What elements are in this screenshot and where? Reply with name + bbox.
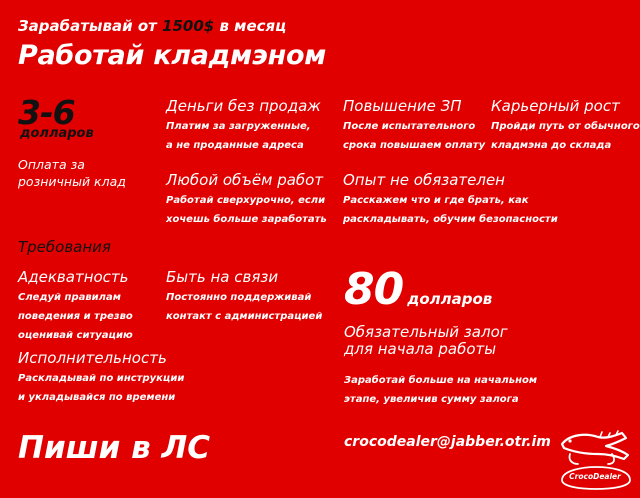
contact-jabber[interactable]: crocodealer@jabber.otr.im [344,434,551,450]
logo-text: CrocoDealer [569,472,621,481]
deposit-note-line2: этапе, увеличив сумму залога [344,394,519,405]
brand-logo [556,424,634,492]
requirement-title: Быть на связи [166,268,279,286]
feature-title: Опыт не обязателен [343,171,505,189]
subtitle-pre: Зарабатывай от [18,17,163,35]
requirement-title: Адекватность [18,268,129,286]
deposit-unit: долларов [407,290,493,308]
feature-text-line1: Пройди путь от обычного [491,121,640,132]
requirement-diligence [18,349,184,407]
feature-salary-raise [343,97,485,155]
feature-text-line2: а не проданные адреса [166,140,304,151]
page-title: Работай кладмэном [18,40,326,71]
feature-no-sales [166,97,321,155]
requirement-text-line1: Раскладывай по инструкции [18,373,185,384]
requirement-adequacy [18,268,133,345]
deposit-block [344,264,493,315]
requirement-text-line2: контакт с администрацией [166,311,323,322]
subtitle-post: в месяц [214,17,287,35]
feature-title: Любой объём работ [166,171,324,189]
feature-title: Повышение ЗП [343,97,462,115]
feature-title: Деньги без продаж [166,97,321,115]
deposit-amount: 80 [344,264,404,315]
requirements-heading: Требования [18,238,111,256]
feature-career [491,97,640,155]
feature-text-line1: После испытательного [343,121,476,132]
requirement-text-line1: Постоянно поддерживай [166,292,312,303]
feature-no-experience [343,171,558,229]
requirement-text-line2: и укладывайся по времени [18,392,176,403]
call-to-action: Пиши в ЛС [18,430,211,466]
feature-any-volume [166,171,327,229]
crocodile-logo-icon [556,424,634,492]
requirement-stay-in-touch [166,268,322,326]
requirement-text-line2: поведения и трезво [18,311,133,322]
deposit-line1: Обязательный залог [344,323,508,341]
pay-unit: долларов [20,126,94,141]
subtitle-amount: 1500$ [162,17,215,35]
deposit-line2: для начала работы [344,340,497,358]
feature-text-line2: раскладывать, обучим безопасности [343,214,558,225]
requirement-text-line1: Следуй правилам [18,292,121,303]
feature-text-line2: срока повышаем оплату [343,140,486,151]
requirement-text-line3: оценивай ситуацию [18,330,133,341]
feature-title: Карьерный рост [491,97,620,115]
feature-text-line1: Работай сверхурочно, если [166,195,326,206]
feature-text-line2: кладмэна до склада [491,140,612,151]
requirement-title: Исполнительность [18,349,167,367]
pay-desc-line1: Оплата за [18,157,85,172]
feature-text-line1: Платим за загруженные, [166,121,311,132]
pay-desc-line2: розничный клад [18,174,126,189]
subtitle [18,17,286,35]
deposit-note-line1: Заработай больше на начальном [344,375,538,386]
pay-range: 3-6 [18,93,75,132]
feature-text-line2: хочешь больше заработать [166,214,327,225]
feature-text-line1: Расскажем что и где брать, как [343,195,529,206]
